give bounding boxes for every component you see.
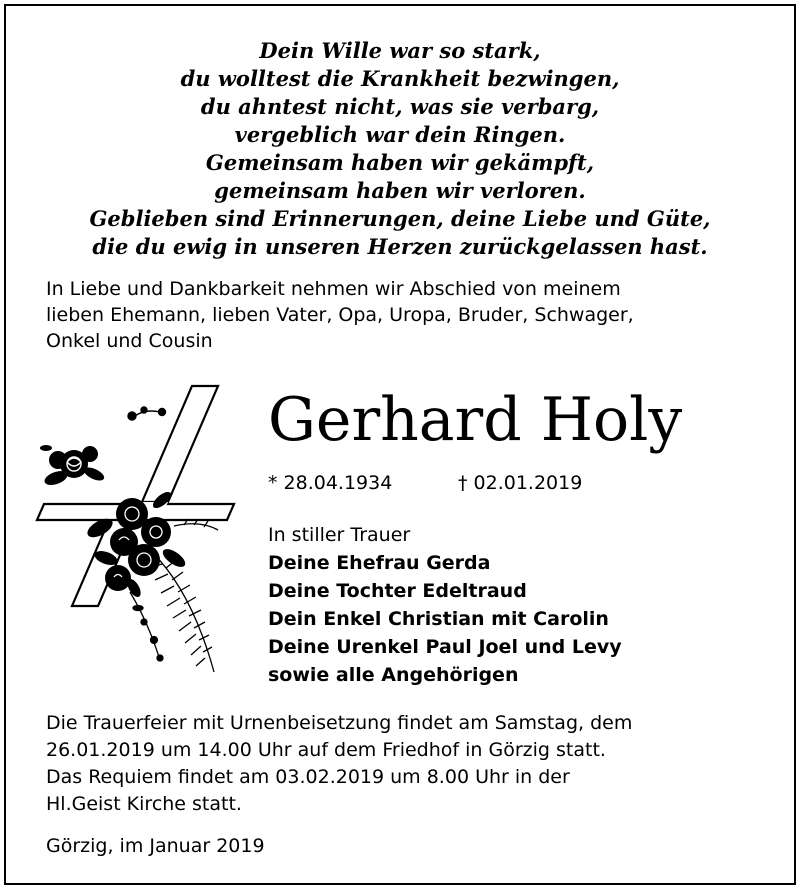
mourner-name: sowie alle Angehörigen (268, 664, 519, 686)
poem (6, 37, 794, 261)
obituary-notice (4, 4, 796, 885)
birth-date: * 28.04.1934 (268, 472, 393, 494)
poem-line: du wolltest die Krankheit bezwingen, (180, 66, 620, 91)
poem-line: die du ewig in unseren Herzen zurückgelassen hast. (92, 234, 708, 259)
intro-line: lieben Ehemann, lieben Vater, Opa, Uropa, Bruder, Schwager, (46, 304, 634, 326)
place-and-date: Görzig, im Januar 2019 (46, 835, 265, 857)
ceremony-line: Hl.Geist Kirche statt. (46, 793, 242, 815)
mourner-name: Deine Ehefrau Gerda (268, 552, 491, 574)
life-dates (268, 470, 583, 496)
ceremony-line: 26.01.2019 um 14.00 Uhr auf dem Friedhof in Görzig statt. (46, 739, 606, 761)
death-date: † 02.01.2019 (458, 472, 583, 494)
mourners-heading: In stiller Trauer (268, 524, 411, 546)
mourner-name: Dein Enkel Christian mit Carolin (268, 608, 609, 630)
poem-line: du ahntest nicht, was sie verbarg, (200, 94, 600, 119)
mourner-name: Deine Urenkel Paul Joel und Levy (268, 636, 622, 658)
cross-with-roses-icon (34, 382, 244, 682)
poem-line: Gemeinsam haben wir gekämpft, (205, 150, 595, 175)
mourners-list (268, 521, 622, 689)
ceremony-line: Das Requiem findet am 03.02.2019 um 8.00 Uhr in der (46, 766, 570, 788)
intro-line: Onkel und Cousin (46, 330, 213, 352)
intro-line: In Liebe und Dankbarkeit nehmen wir Abschied von meinem (46, 278, 621, 300)
poem-line: gemeinsam haben wir verloren. (214, 178, 586, 203)
intro-text (46, 276, 766, 354)
mourner-name: Deine Tochter Edeltraud (268, 580, 527, 602)
poem-line: Dein Wille war so stark, (259, 38, 541, 63)
ceremony-line: Die Trauerfeier mit Urnenbeisetzung findet am Samstag, dem (46, 712, 633, 734)
deceased-name: Gerhard Holy (268, 385, 683, 455)
poem-line: Geblieben sind Erinnerungen, deine Liebe und Güte, (89, 206, 711, 231)
ceremony-info (46, 710, 766, 818)
poem-line: vergeblich war dein Ringen. (234, 122, 566, 147)
